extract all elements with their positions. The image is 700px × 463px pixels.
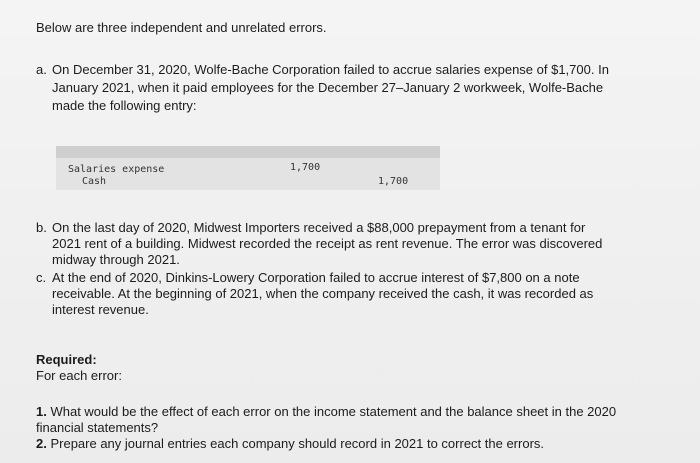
question-1-line-2: financial statements? — [36, 420, 159, 435]
required-heading: Required: — [36, 352, 97, 367]
question-2-number: 2. — [36, 436, 47, 451]
item-b-line-1: On the last day of 2020, Midwest Importers received a $88,000 prepayment from a tenant for — [52, 220, 586, 235]
item-a-line-2: January 2021, when it paid employees for the December 27–January 2 workweek, Wolfe-Bache — [52, 80, 604, 95]
item-b-label: b. — [36, 220, 47, 235]
item-c-label: c. — [36, 270, 47, 285]
item-b-line-3: midway through 2021. — [52, 252, 180, 267]
item-a-line-3: made the following entry: — [52, 98, 197, 113]
debit-amount: 1,700 — [290, 162, 321, 173]
required-subtitle: For each error: — [36, 368, 122, 383]
credit-amount: 1,700 — [378, 176, 409, 187]
item-c-line-2: receivable. At the beginning of 2021, when the company received the cash, it was recorded as — [52, 286, 594, 301]
journal-entry-header-band — [56, 146, 440, 158]
item-c-line-3: interest revenue. — [52, 302, 149, 317]
question-2 — [36, 436, 544, 452]
question-1-line-1: What would be the effect of each error on the income statement and the balance sheet in the 2020 — [50, 404, 617, 419]
question-2-line-1: Prepare any journal entries each company should record in 2021 to correct the errors. — [50, 436, 545, 451]
journal-entry-table — [56, 146, 440, 190]
item-b-line-2: 2021 rent of a building. Midwest recorded the receipt as rent revenue. The error was discovered — [52, 236, 603, 251]
item-a-label: a. — [36, 62, 47, 77]
item-c-line-1: At the end of 2020, Dinkins-Lowery Corporation failed to accrue interest of $7,800 on a note — [52, 270, 580, 285]
debit-account: Salaries expense — [68, 164, 165, 175]
intro-text: Below are three independent and unrelated errors. — [36, 20, 327, 35]
credit-account: Cash — [82, 176, 107, 187]
question-1-number: 1. — [36, 404, 47, 419]
item-a-line-1: On December 31, 2020, Wolfe-Bache Corporation failed to accrue salaries expense of $1,700. In — [52, 62, 609, 77]
